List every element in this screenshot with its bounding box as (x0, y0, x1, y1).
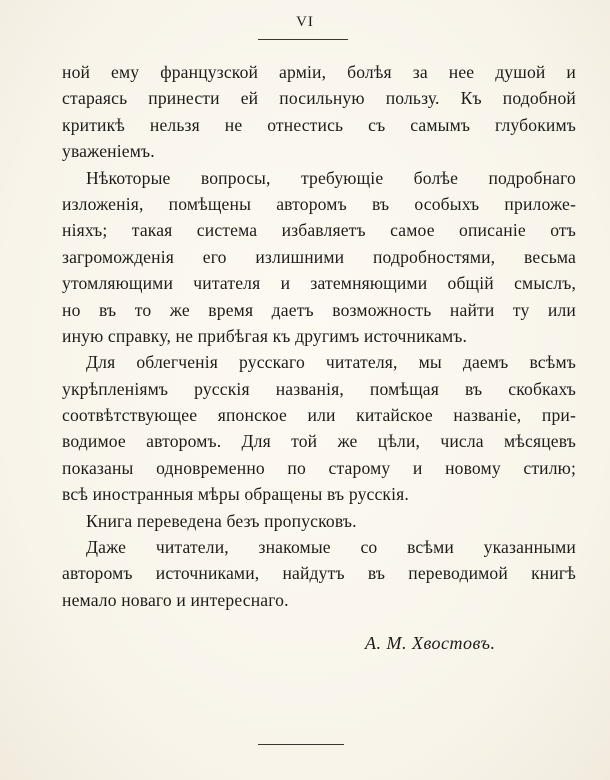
text-line: утомляющими читателя и затемняющими общій смыслъ, (62, 273, 576, 294)
text-line: уваженіемъ. (62, 141, 155, 162)
text-line: но въ то же время даетъ возможность найти ту или (62, 299, 576, 320)
text-line: Даже читатели, знакомые со всѣми указанными (86, 537, 576, 558)
signature: А. М. Хвостовъ. (365, 633, 496, 653)
text-line: соотвѣтствующее японское или китайское названіе, при- (62, 405, 576, 426)
text-line: Нѣкоторые вопросы, требующіе болѣе подробнаго (86, 167, 576, 188)
text-line: авторомъ источниками, найдутъ въ переводимой книгѣ (62, 563, 576, 584)
text-line: критикѣ нельзя не отнестись съ самымъ глубокимъ (62, 114, 576, 135)
header-rule (258, 39, 348, 40)
footer-rule (258, 744, 344, 745)
text-line: изложенія, помѣщены авторомъ въ особыхъ приложе- (62, 193, 576, 214)
text-line: водимое авторомъ. Для той же цѣли, числа мѣсяцевъ (62, 431, 576, 452)
text-line: Книга переведена безъ пропусковъ. (86, 510, 357, 531)
body-text (62, 59, 576, 613)
text-line: показаны одновременно по старому и новому стилю; (62, 457, 576, 478)
text-line: ніяхъ; такая система избавляетъ самое описаніе отъ (62, 220, 576, 241)
text-line: укрѣпленіямъ русскія названія, помѣщая въ скобкахъ (62, 378, 576, 399)
text-line: немало новаго и интереснаго. (62, 589, 289, 610)
text-line: загроможденія его излишними подробностями, весьма (62, 246, 576, 267)
text-line: ной ему французской арміи, болѣя за нее душой и (62, 62, 576, 82)
text-line: Для облегченія русскаго читателя, мы даемъ всѣмъ (86, 352, 576, 373)
text-line: стараясь принести ей посильную пользу. Къ подобной (62, 88, 576, 109)
text-line: всѣ иностранныя мѣры обращены въ русскія. (62, 484, 409, 505)
text-line: иную справку, не прибѣгая къ другимъ источникамъ. (62, 325, 468, 346)
page-number: VI (296, 14, 314, 30)
